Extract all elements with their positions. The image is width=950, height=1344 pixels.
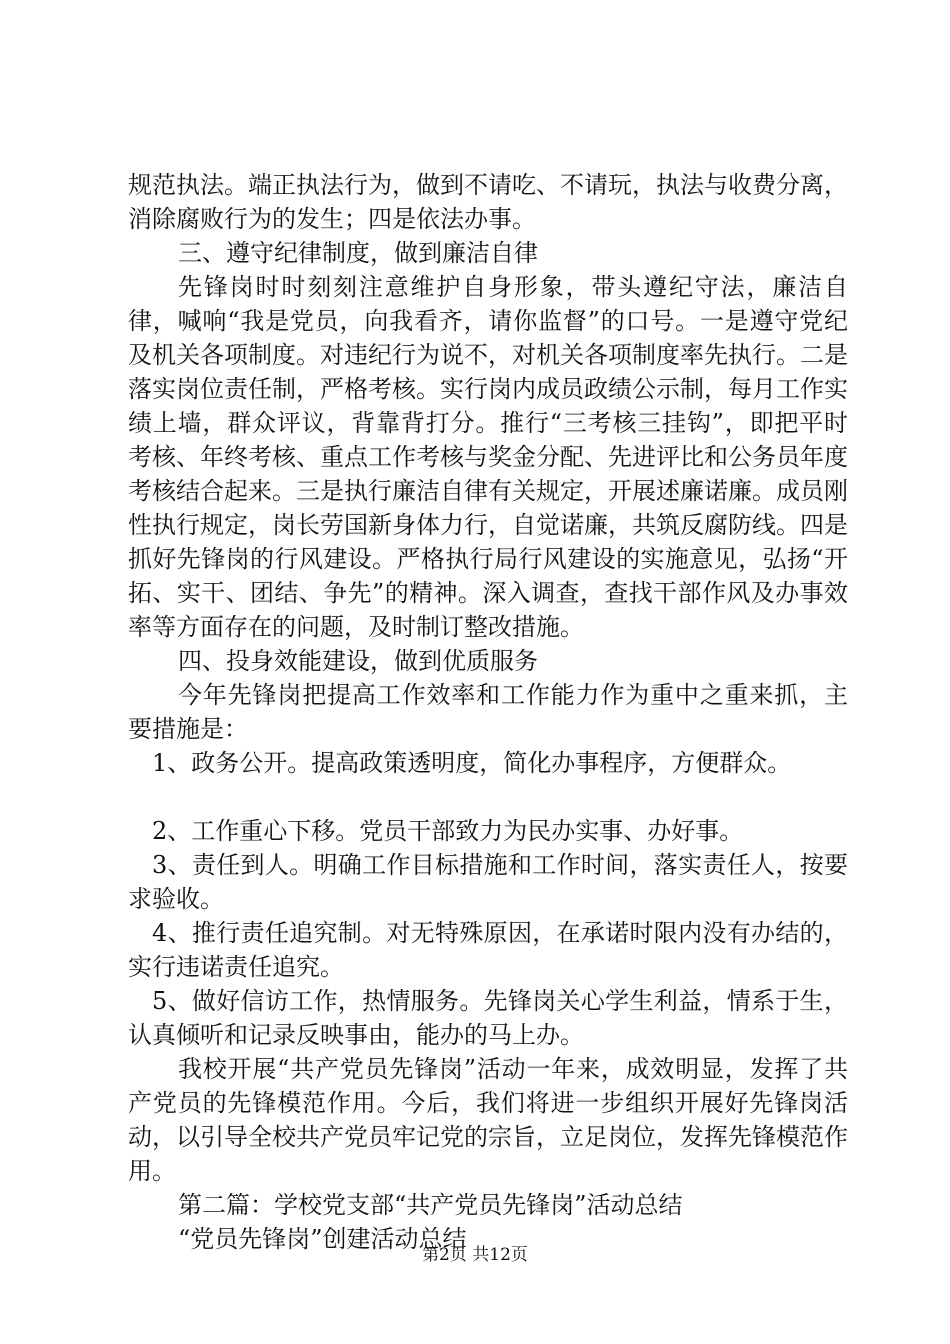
chapter-title: 第二篇：学校党支部“共产党员先锋岗”活动总结 <box>178 1191 683 1219</box>
document-body <box>128 168 848 1256</box>
paragraph-conclusion: 我校开展“共产党员先锋岗”活动一年来，成效明显，发挥了共产党员的先锋模范作用。今后，我们将进一步组织开展好先锋岗活动，以引导全校共产党员牢记党的宗旨，立足岗位，发挥先锋模范作用。 <box>128 1055 848 1185</box>
paragraph-continuation: 规范执法。端正执法行为，做到不请吃、不请玩，执法与收费分离，消除腐败行为的发生；四是依法办事。 <box>128 171 848 233</box>
paragraph-measures-intro: 今年先锋岗把提高工作效率和工作能力作为重中之重来抓，主要措施是： <box>128 681 848 743</box>
section-heading-3: 三、遵守纪律制度，做到廉洁自律 <box>178 239 538 267</box>
list-item-5: 5、做好信访工作，热情服务。先锋岗关心学生利益，情系于生，认真倾听和记录反映事由，能办的马上办。 <box>128 987 848 1049</box>
list-item-2: 2、工作重心下移。党员干部致力为民办实事、办好事。 <box>152 817 744 845</box>
list-item-4: 4、推行责任追究制。对无特殊原因，在承诺时限内没有办结的，实行违诺责任追究。 <box>128 919 848 981</box>
blank-line <box>128 780 848 814</box>
paragraph-discipline: 先锋岗时时刻刻注意维护自身形象，带头遵纪守法，廉洁自律，喊响“我是党员，向我看齐，请你监督”的口号。一是遵守党纪及机关各项制度。对违纪行为说不，对机关各项制度率先执行。二是落实岗位责任制，严格考核。实行岗内成员政绩公示制，每月工作实绩上墙，群众评议，背靠背打分。推行“三考核三挂钩”，即把平时考核、年终考核、重点工作考核与奖金分配、先进评比和公务员年度考核结合起来。三是执行廉洁自律有关规定，开展述廉诺廉。成员刚性执行规定，岗长劳国新身体力行，自觉诺廉，共筑反腐防线。四是抓好先锋岗的行风建设。严格执行局行风建设的实施意见，弘扬“开拓、实干、团结、争先”的精神。深入调查，查找干部作风及办事效率等方面存在的问题，及时制订整改措施。 <box>128 273 848 641</box>
list-item-3: 3、责任到人。明确工作目标措施和工作时间，落实责任人，按要求验收。 <box>128 851 848 913</box>
chapter-subtitle: “党员先锋岗”创建活动总结 <box>178 1225 467 1253</box>
section-heading-4: 四、投身效能建设，做到优质服务 <box>178 647 538 675</box>
list-item-1: 1、政务公开。提高政策透明度，简化办事程序，方便群众。 <box>152 749 792 777</box>
page-number-footer: 第2页 共12页 <box>422 1245 528 1265</box>
